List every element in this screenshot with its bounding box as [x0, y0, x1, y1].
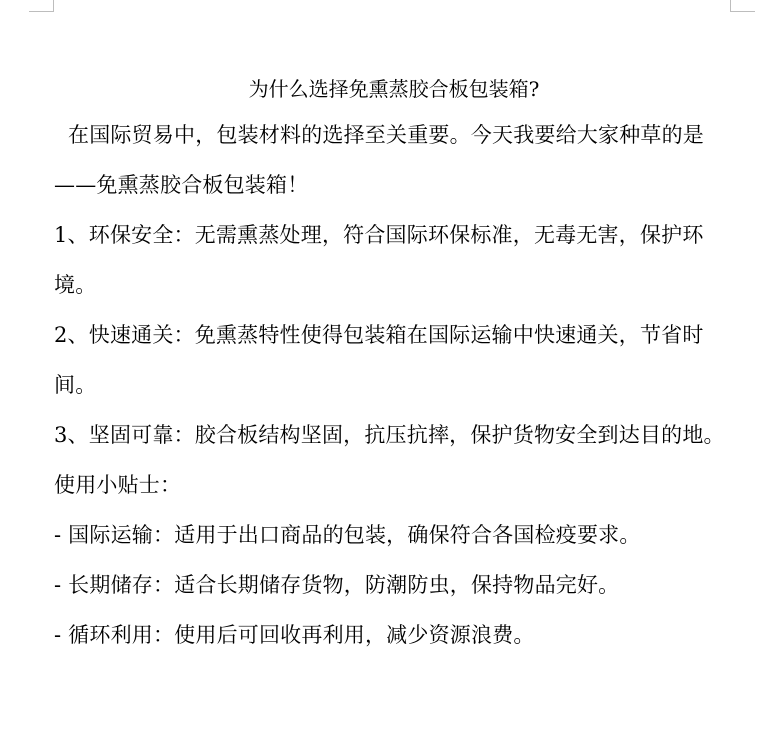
paragraph-tip-2: - 长期储存：适合长期储存货物，防潮防虫，保持物品完好。	[54, 573, 620, 597]
paragraph-tip-3: - 循环利用：使用后可回收再利用，减少资源浪费。	[54, 623, 535, 647]
document-body	[54, 70, 734, 660]
page-corner-mark-left	[29, 0, 54, 12]
paragraph-point-3: 3、坚固可靠：胶合板结构坚固，抗压抗摔，保护货物安全到达目的地。	[54, 423, 725, 447]
paragraph-point-1: 1、环保安全：无需熏蒸处理，符合国际环保标准，无毒无害，保护环境。	[54, 223, 704, 297]
page-corner-mark-right	[730, 0, 755, 12]
paragraph-intro: 在国际贸易中，包装材料的选择至关重要。今天我要给大家种草的是——免熏蒸胶合板包装箱！	[54, 123, 704, 197]
paragraph-tip-1: - 国际运输：适用于出口商品的包装，确保符合各国检疫要求。	[54, 523, 641, 547]
document-title: 为什么选择免熏蒸胶合板包装箱?	[248, 77, 540, 101]
paragraph-point-2: 2、快速通关：免熏蒸特性使得包装箱在国际运输中快速通关，节省时间。	[54, 323, 704, 397]
paragraph-tips-heading: 使用小贴士：	[54, 473, 182, 497]
